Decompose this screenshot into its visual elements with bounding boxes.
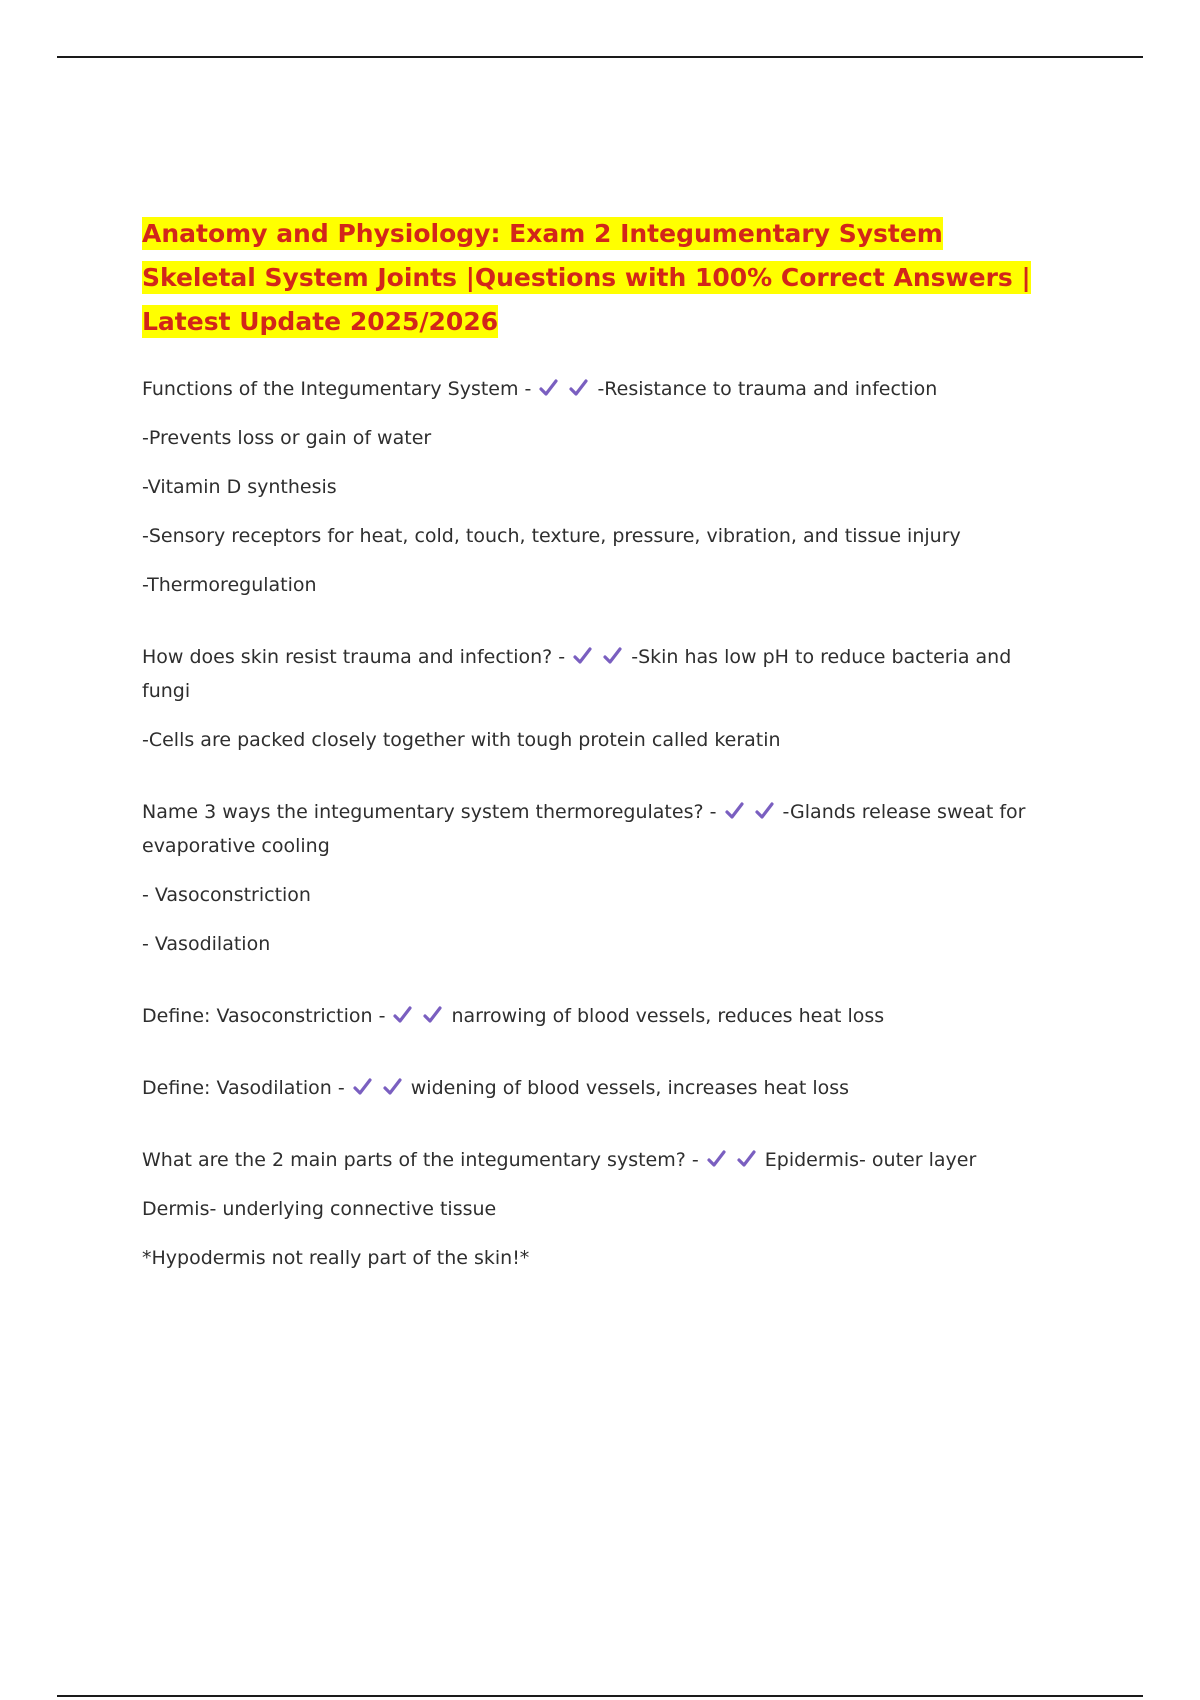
check-icon: [725, 800, 751, 822]
answer-detail-line: -Thermoregulation: [142, 574, 317, 596]
title-text: Anatomy and Physiology: Exam 2 Integumentary System Skeletal System Joints |Questions with 100% Correct Answers | Latest Update 2025/2026: [142, 219, 1031, 336]
answer-text: -Skin has low pH to reduce bacteria and fungi: [142, 646, 1012, 702]
answer-detail-line: Dermis- underlying connective tissue: [142, 1198, 497, 1220]
qa-question-line: [142, 1071, 1062, 1105]
question-text: Define: Vasoconstriction -: [142, 1005, 386, 1027]
question-text: Functions of the Integumentary System -: [142, 378, 532, 400]
question-text: Name 3 ways the integumentary system thermoregulates? -: [142, 801, 717, 823]
answer-detail-line: - Vasoconstriction: [142, 884, 311, 906]
answer-detail-line: -Vitamin D synthesis: [142, 476, 337, 498]
check-icon: [569, 377, 595, 399]
qa-item: [142, 640, 1062, 757]
answer-detail-line: -Cells are packed closely together with tough protein called keratin: [142, 729, 781, 751]
qa-item: [142, 1143, 1062, 1275]
question-text: Define: Vasodilation -: [142, 1077, 345, 1099]
qa-question-line: [142, 1143, 1062, 1177]
check-icon: [423, 1004, 449, 1026]
qa-item: [142, 1071, 1062, 1105]
qa-item: [142, 795, 1062, 961]
check-icon: [707, 1148, 733, 1170]
check-icon: [737, 1148, 763, 1170]
answer-text: widening of blood vessels, increases heat loss: [410, 1077, 850, 1099]
qa-item: [142, 372, 1062, 602]
answer-detail-line: -Prevents loss or gain of water: [142, 427, 432, 449]
check-icon: [573, 645, 599, 667]
document-title: [142, 212, 1062, 344]
question-text: What are the 2 main parts of the integumentary system? -: [142, 1149, 699, 1171]
top-rule: [57, 56, 1143, 58]
answer-text: -Glands release sweat for evaporative cooling: [142, 801, 1026, 857]
answer-text: Epidermis- outer layer: [764, 1149, 977, 1171]
answer-detail-line: -Sensory receptors for heat, cold, touch, texture, pressure, vibration, and tissue injury: [142, 525, 961, 547]
qa-question-line: [142, 999, 1062, 1033]
qa-item: [142, 999, 1062, 1033]
check-icon: [393, 1004, 419, 1026]
bottom-rule: [57, 1695, 1143, 1697]
check-icon: [539, 377, 565, 399]
question-text: How does skin resist trauma and infection? -: [142, 646, 566, 668]
answer-detail-line: - Vasodilation: [142, 933, 271, 955]
qa-list: [142, 372, 1062, 1275]
check-icon: [603, 645, 629, 667]
document-body: [142, 212, 1062, 1313]
check-icon: [755, 800, 781, 822]
check-icon: [383, 1076, 409, 1098]
qa-question-line: [142, 795, 1062, 863]
answer-text: narrowing of blood vessels, reduces heat loss: [451, 1005, 885, 1027]
check-icon: [353, 1076, 379, 1098]
qa-question-line: [142, 372, 1062, 406]
answer-text: -Resistance to trauma and infection: [597, 378, 938, 400]
qa-question-line: [142, 640, 1062, 708]
answer-detail-line: *Hypodermis not really part of the skin!*: [142, 1247, 530, 1269]
